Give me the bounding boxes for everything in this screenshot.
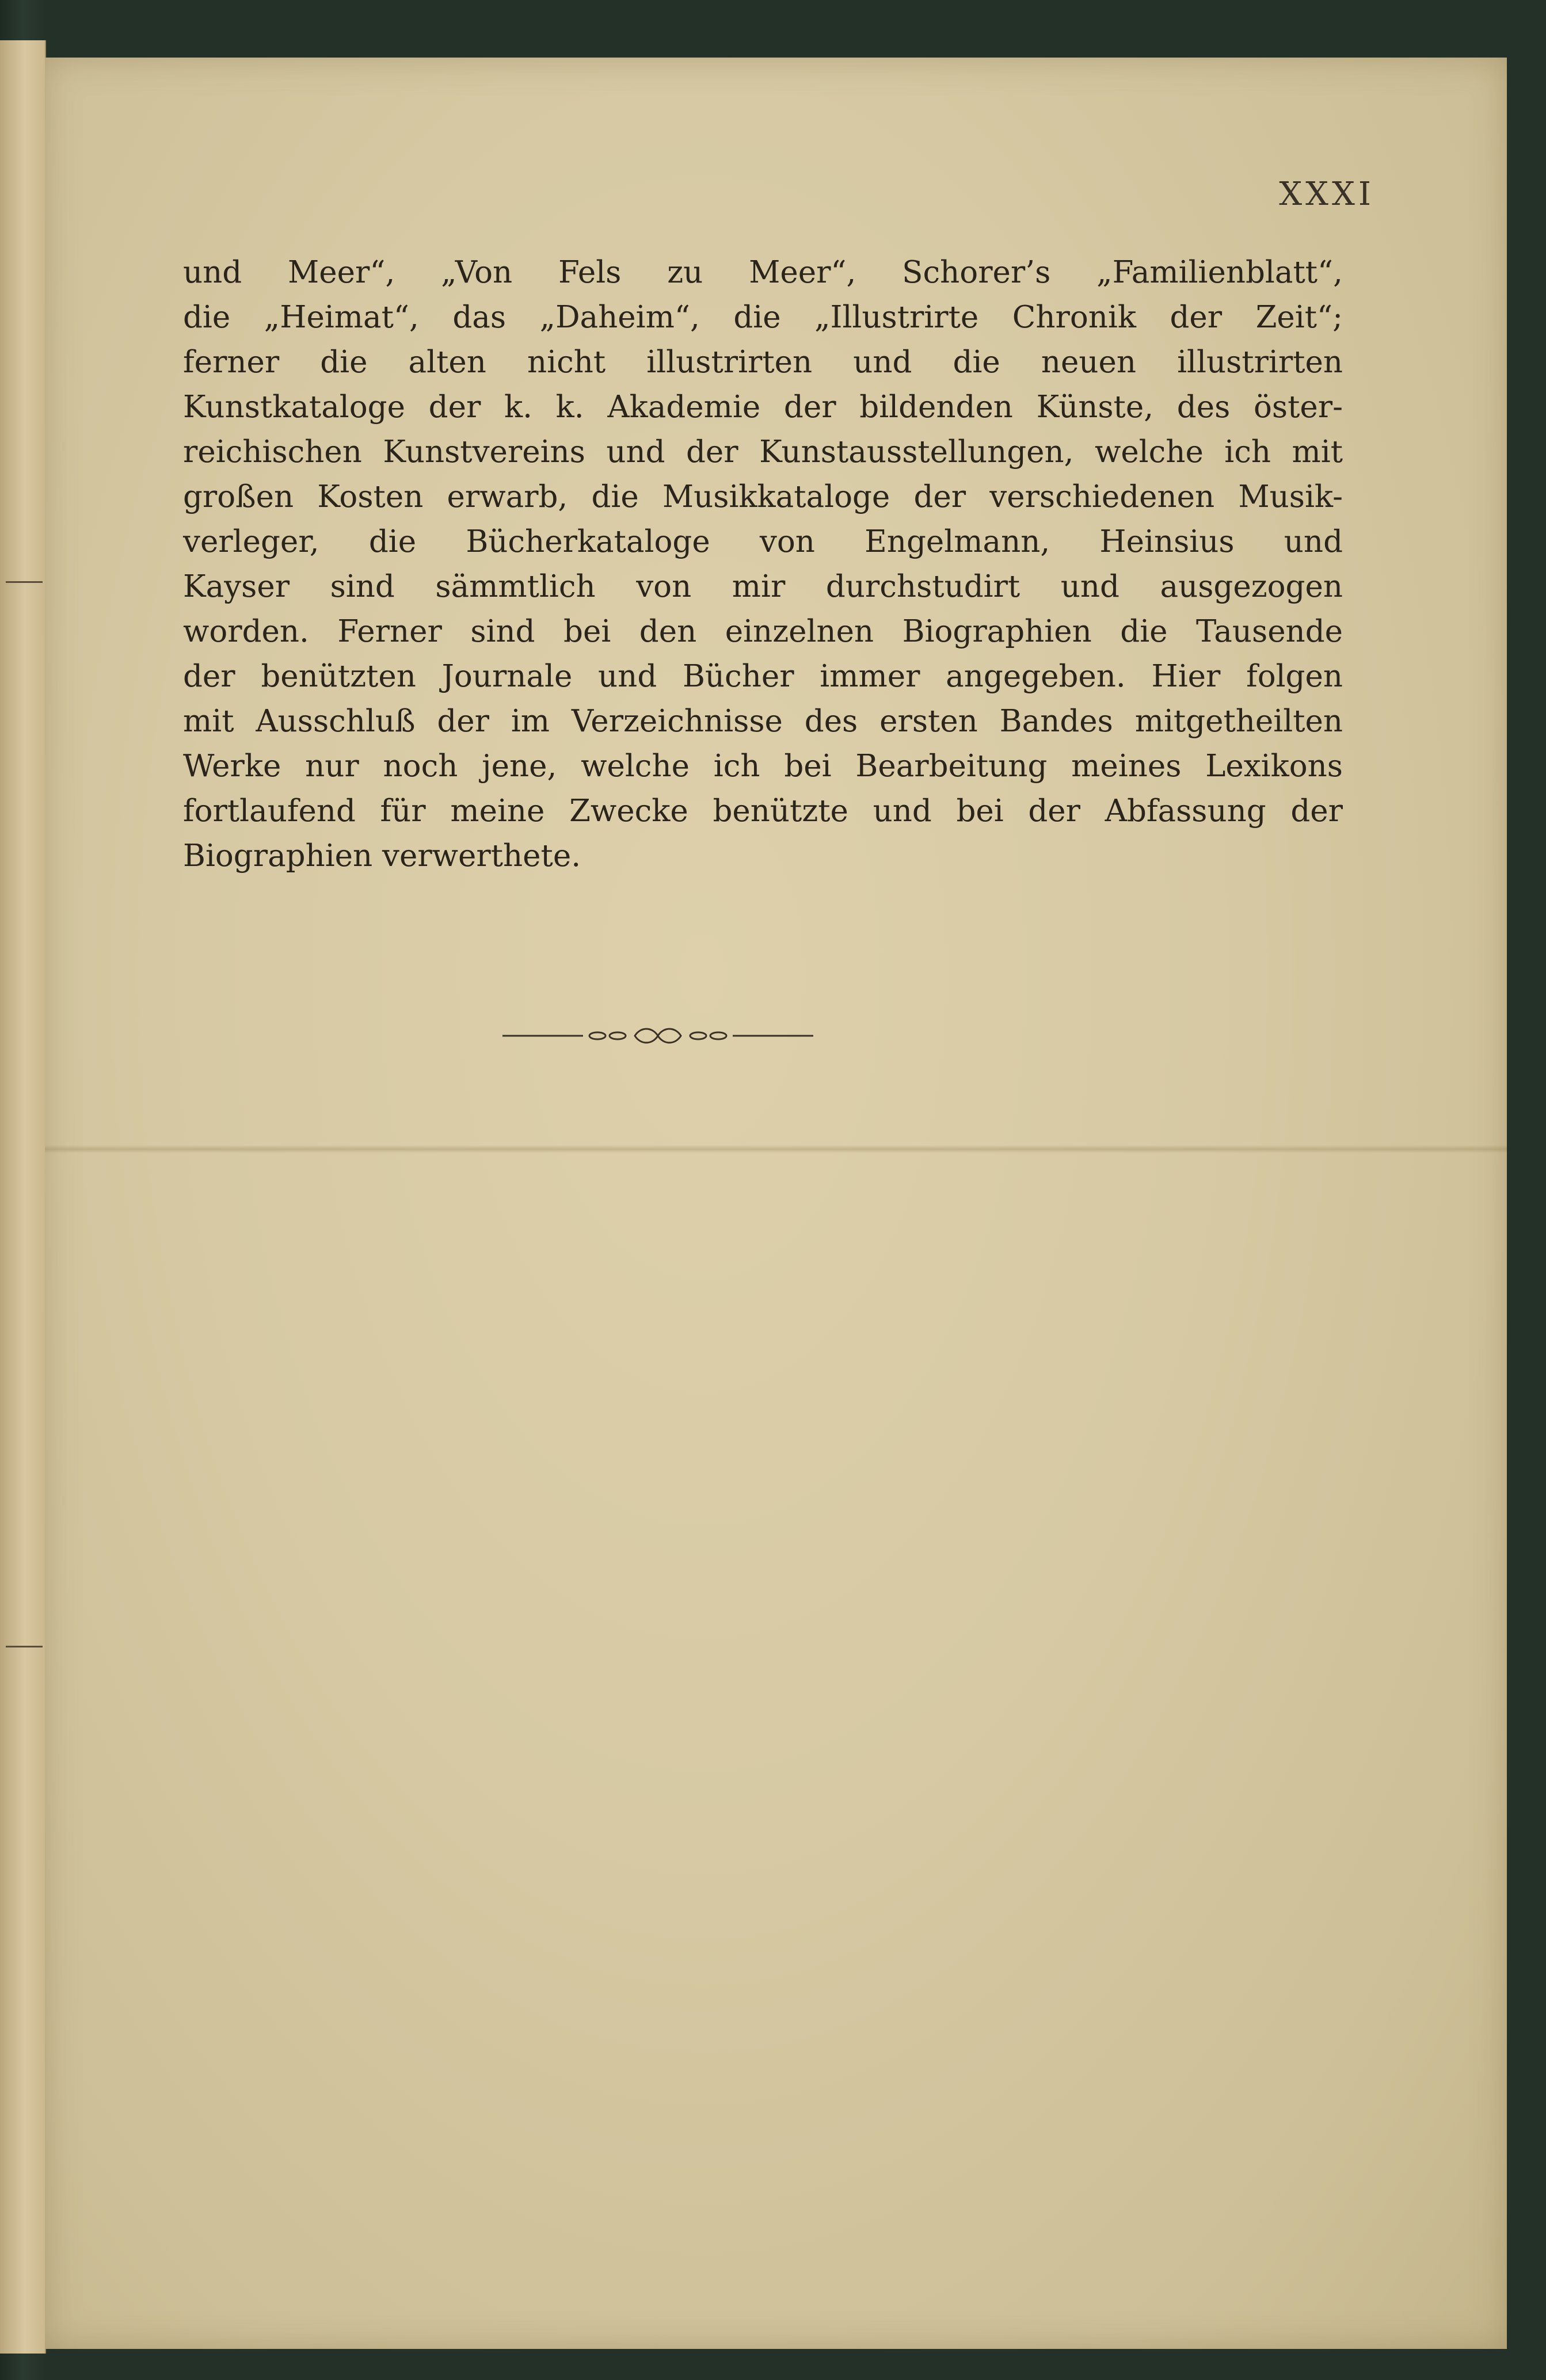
text-line: Kunstkataloge der k. k. Akademie der bildenden Künste, des öster- [183,390,1343,425]
previous-page-edge [0,40,46,2354]
text-line: der benützten Journale und Bücher immer angegeben. Hier folgen [183,659,1343,694]
page-edge-mark [6,1646,43,1647]
text-line: verleger, die Bücherkataloge von Engelmann, Heinsius und [183,524,1343,559]
text-line: Biographien verwerthete. [183,838,581,874]
ornament-divider [497,1024,819,1047]
text-line: Kayser sind sämmtlich von mir durchstudirt und ausgezogen [183,569,1343,604]
body-text [183,250,1343,879]
text-line: worden. Ferner sind bei den einzelnen Biographien die Tausende [183,614,1343,649]
book-page [45,58,1507,2349]
text-line: und Meer“, „Von Fels zu Meer“, Schorer’s „Familienblatt“, [183,255,1343,290]
text-line: reichischen Kunstvereins und der Kunstausstellungen, welche ich mit [183,434,1343,470]
text-line: Werke nur noch jene, welche ich bei Bearbeitung meines Lexikons [183,749,1343,784]
page-edge-mark [6,581,43,583]
text-line: großen Kosten erwarb, die Musikkataloge der verschiedenen Musik- [183,479,1343,514]
text-line: fortlaufend für meine Zwecke benützte und bei der Abfassung der [183,794,1343,829]
text-line: mit Ausschluß der im Verzeichnisse des ersten Bandes mitgetheilten [183,704,1343,739]
page-number: XXXI [1279,176,1374,213]
page-fold [45,1145,1507,1153]
text-line: ferner die alten nicht illustrirten und die neuen illustrirten [183,345,1343,380]
text-line: die „Heimat“, das „Daheim“, die „Illustrirte Chronik der Zeit“; [183,300,1343,335]
